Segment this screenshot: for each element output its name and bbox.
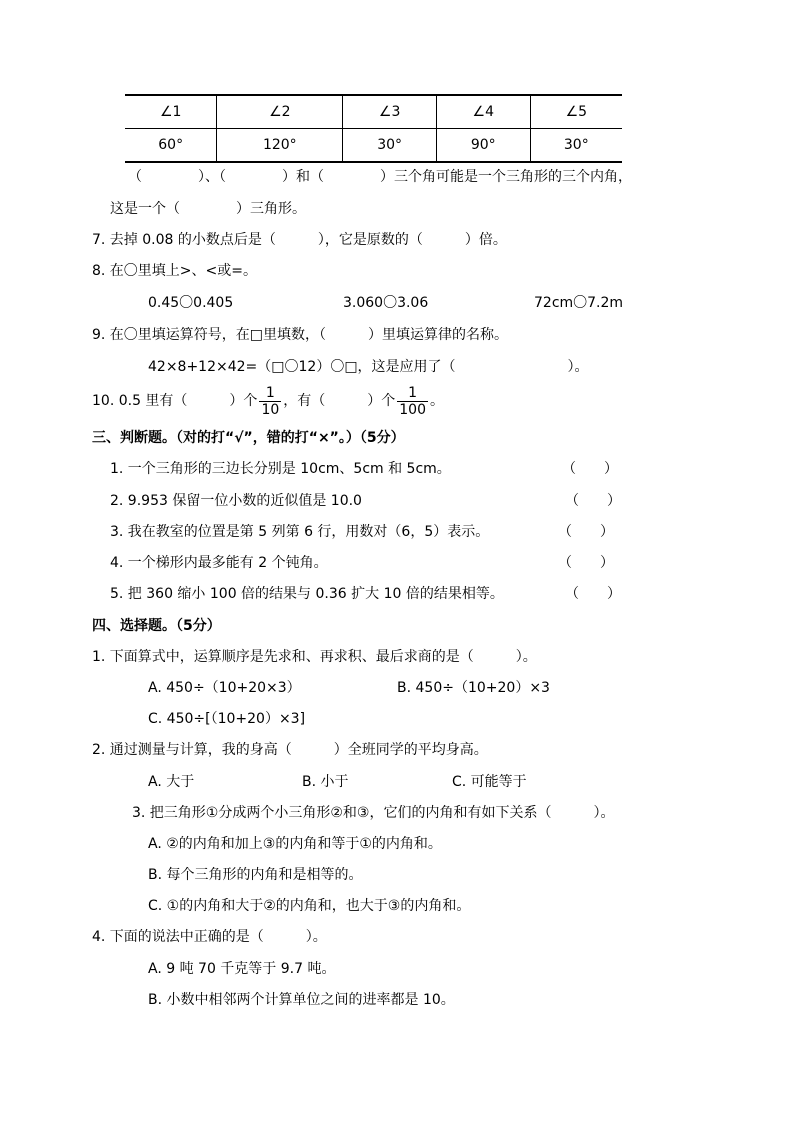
judge-blank-2: （ ） — [565, 493, 621, 509]
section4-title: 四、选择题。（5分） — [92, 618, 221, 634]
judge-item-3: 3. 我在教室的位置是第 5 列第 6 行，用数对（6，5）表示。 — [110, 524, 490, 540]
q8-item-1: 0.45〇0.405 — [148, 295, 234, 311]
q9-expression: 42×8+12×42=（□〇12）〇□，这是应用了（ ）。 — [148, 359, 589, 375]
choice-q2-stem: 2. 通过测量与计算，我的身高（ ）全班同学的平均身高。 — [92, 742, 488, 758]
choice-q3-stem: 3. 把三角形①分成两个小三角形②和③，它们的内角和有如下关系（ ）。 — [132, 805, 615, 821]
q10-part2: ，有（ ）个 — [283, 393, 396, 409]
angle-value-2: 120° — [217, 129, 343, 163]
angle-value-3: 30° — [343, 129, 437, 163]
section3-title: 三、判断题。（对的打“√”，错的打“×”。）（5分） — [92, 430, 405, 446]
q6-line2: 这是一个（ ）三角形。 — [110, 201, 306, 217]
angle-value-5: 30° — [530, 129, 622, 163]
choice-q3-option-c: C. ①的内角和大于②的内角和，也大于③的内角和。 — [148, 898, 471, 914]
q10 — [92, 383, 444, 419]
angle-header-5: ∠5 — [530, 95, 622, 129]
choice-q4-option-a: A. 9 吨 70 千克等于 9.7 吨。 — [148, 961, 336, 977]
fraction-1-denominator: 10 — [261, 401, 280, 418]
choice-q1-option-a: A. 450÷（10+20×3） — [148, 680, 301, 696]
judge-blank-1: （ ） — [562, 461, 618, 477]
q10-part3: 。 — [430, 393, 444, 409]
choice-q2-option-b: B. 小于 — [302, 774, 349, 790]
choice-q4-option-b: B. 小数中相邻两个计算单位之间的进率都是 10。 — [148, 992, 455, 1008]
judge-item-1: 1. 一个三角形的三边长分别是 10cm、5cm 和 5cm。 — [110, 461, 451, 477]
q7: 7. 去掉 0.08 的小数点后是（ ），它是原数的（ ）倍。 — [92, 232, 507, 248]
judge-blank-4: （ ） — [558, 555, 614, 571]
judge-item-5: 5. 把 360 缩小 100 倍的结果与 0.36 扩大 10 倍的结果相等。 — [110, 586, 504, 602]
choice-q4-stem: 4. 下面的说法中正确的是（ ）。 — [92, 929, 327, 945]
judge-item-4: 4. 一个梯形内最多能有 2 个钝角。 — [110, 555, 328, 571]
choice-q3-option-b: B. 每个三角形的内角和是相等的。 — [148, 867, 363, 883]
q9-title: 9. 在〇里填运算符号，在□里填数，（ ）里填运算律的名称。 — [92, 327, 509, 343]
choice-q3-option-a: A. ②的内角和加上③的内角和等于①的内角和。 — [148, 836, 442, 852]
angle-value-4: 90° — [436, 129, 530, 163]
fraction-one-hundredth — [397, 385, 428, 418]
angle-table-value-row — [125, 129, 622, 163]
choice-q1-option-c: C. 450÷[（10+20）×3] — [148, 711, 306, 727]
angle-value-1: 60° — [125, 129, 217, 163]
angle-table-header-row — [125, 95, 622, 129]
fraction-one-tenth — [259, 385, 281, 418]
angle-header-3: ∠3 — [343, 95, 437, 129]
judge-blank-3: （ ） — [558, 524, 614, 540]
fraction-2-numerator: 1 — [397, 385, 428, 402]
judge-blank-5: （ ） — [565, 586, 621, 602]
choice-q2-option-c: C. 可能等于 — [452, 774, 527, 790]
choice-q2-option-a: A. 大于 — [148, 774, 195, 790]
angle-header-4: ∠4 — [436, 95, 530, 129]
fraction-1-numerator: 1 — [259, 385, 281, 402]
judge-item-2: 2. 9.953 保留一位小数的近似值是 10.0 — [110, 493, 362, 509]
q10-part1: 10. 0.5 里有（ ）个 — [92, 393, 258, 409]
fraction-2-denominator: 100 — [399, 401, 426, 418]
choice-q1-stem: 1. 下面算式中，运算顺序是先求和、再求积、最后求商的是（ ）。 — [92, 649, 537, 665]
angle-header-2: ∠2 — [217, 95, 343, 129]
angle-header-1: ∠1 — [125, 95, 217, 129]
choice-q1-option-b: B. 450÷（10+20）×3 — [397, 680, 550, 696]
q8-title: 8. 在〇里填上>、<或=。 — [92, 263, 257, 279]
angle-table — [125, 94, 622, 163]
q8-item-3: 72cm〇7.2m — [534, 295, 624, 311]
q6-line1: （ ）、（ ）和（ ）三个角可能是一个三角形的三个内角， — [128, 169, 632, 185]
q8-item-2: 3.060〇3.06 — [343, 295, 429, 311]
